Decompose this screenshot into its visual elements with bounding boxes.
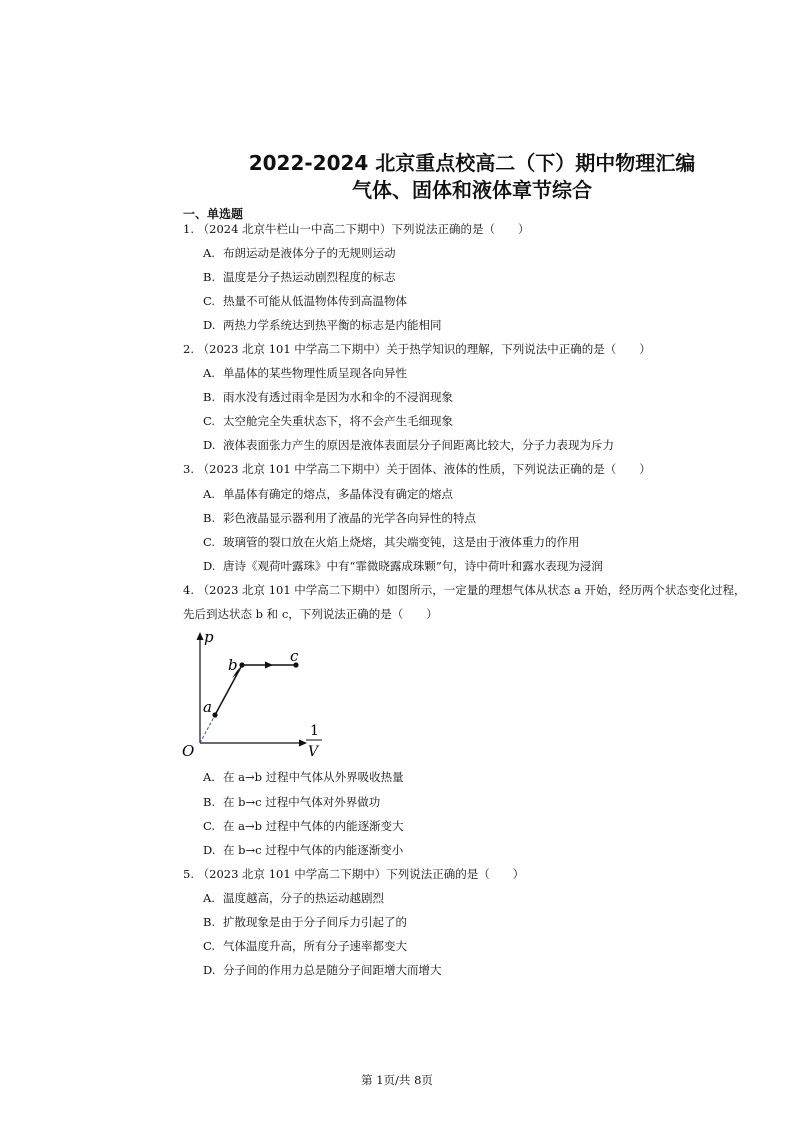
question-5-option-d: D. 分子间的作用力总是随分子间距增大而增大	[203, 963, 442, 977]
question-5-option-a: A. 温度越高，分子的热运动越剧烈	[203, 891, 384, 905]
question-4-option-a: A. 在 a→b 过程中气体从外界吸收热量	[203, 770, 404, 784]
question-2-option-c: C. 太空舱完全失重状态下，将不会产生毛细现象	[203, 414, 453, 428]
question-2-option-a: A. 单晶体的某些物理性质呈现各向异性	[203, 366, 407, 380]
page-number: 第 1页/共 8页	[361, 1073, 433, 1087]
origin-label: O	[182, 742, 195, 760]
question-3-option-d: D. 唐诗《观荷叶露珠》中有“霏微晓露成珠颗”句，诗中荷叶和露水表现为浸润	[203, 559, 603, 573]
p-axis-label: p	[204, 630, 214, 646]
question-2-option-d: D. 液体表面张力产生的原因是液体表面层分子间距离比较大，分子力表现为斥力	[203, 438, 614, 452]
document-title: 2022-2024 北京重点校高二（下）期中物理汇编	[248, 151, 696, 175]
question-5-stem: 5. （2023 北京 101 中学高二下期中）下列说法正确的是（ ）	[183, 867, 525, 881]
dashed-extension	[200, 715, 215, 743]
question-3-stem: 3. （2023 北京 101 中学高二下期中）关于固体、液体的性质，下列说法正确的是（ ）	[183, 462, 651, 476]
point-b	[239, 662, 244, 667]
question-3-option-c: C. 玻璃管的裂口放在火焰上烧熔，其尖端变钝，这是由于液体重力的作用	[203, 535, 580, 549]
point-a-label: a	[203, 698, 212, 716]
question-1-stem: 1. （2024 北京牛栏山一中高二下期中）下列说法正确的是（ ）	[183, 222, 530, 236]
question-4-option-b: B. 在 b→c 过程中气体对外界做功	[203, 795, 381, 809]
question-1-option-c: C. 热量不可能从低温物体传到高温物体	[203, 294, 407, 308]
x-axis-label-numerator: 1	[310, 723, 319, 739]
document-subtitle: 气体、固体和液体章节综合	[352, 178, 592, 202]
question-1-option-d: D. 两热力学系统达到热平衡的标志是内能相同	[203, 318, 442, 332]
question-5-option-c: C. 气体温度升高，所有分子速率都变大	[203, 939, 407, 953]
question-3-option-b: B. 彩色液晶显示器利用了液晶的光学各向异性的特点	[203, 511, 476, 525]
pv-diagram	[180, 630, 330, 765]
question-4-stem: 4. （2023 北京 101 中学高二下期中）如图所示，一定量的理想气体从状态 a 开始，经历两个状态变化过程，	[183, 583, 746, 597]
question-4-option-c: C. 在 a→b 过程中气体的内能逐渐变大	[203, 819, 404, 833]
section-heading: 一、单选题	[183, 207, 244, 221]
x-axis-label-denominator: V	[308, 744, 319, 760]
arrow-b-c	[265, 662, 273, 669]
question-5-option-b: B. 扩散现象是由于分子间斥力引起了的	[203, 915, 407, 929]
question-4-stem-continued: 先后到达状态 b 和 c，下列说法正确的是（ ）	[183, 607, 438, 621]
question-3-option-a: A. 单晶体有确定的熔点，多晶体没有确定的熔点	[203, 487, 453, 501]
question-1-option-a: A. 布朗运动是液体分子的无规则运动	[203, 246, 396, 260]
x-axis-arrow	[299, 740, 307, 747]
point-a	[212, 712, 217, 717]
p-axis-arrow	[197, 632, 204, 640]
point-b-label: b	[228, 656, 238, 674]
question-1-option-b: B. 温度是分子热运动剧烈程度的标志	[203, 270, 396, 284]
point-c-label: c	[290, 647, 299, 665]
question-2-stem: 2. （2023 北京 101 中学高二下期中）关于热学知识的理解，下列说法中正确的是（ ）	[183, 342, 651, 356]
question-4-option-d: D. 在 b→c 过程中气体的内能逐渐变小	[203, 843, 404, 857]
question-2-option-b: B. 雨水没有透过雨伞是因为水和伞的不浸润现象	[203, 390, 453, 404]
